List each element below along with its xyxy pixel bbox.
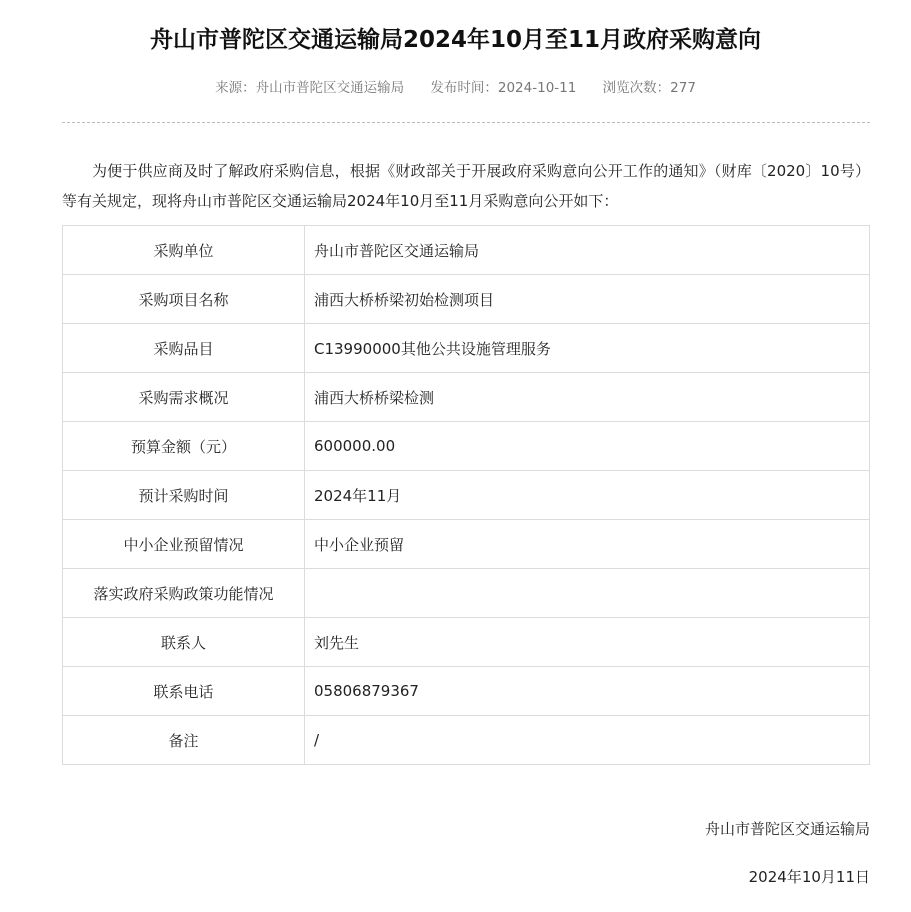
row-value: 舟山市普陀区交通运输局 [305, 226, 870, 275]
signature-organization: 舟山市普陀区交通运输局 [704, 820, 870, 838]
table-row [63, 667, 870, 716]
meta-source: 来源：舟山市普陀区交通运输局 [215, 80, 405, 96]
page-title: 舟山市普陀区交通运输局2024年10月至11月政府采购意向 [149, 27, 762, 53]
row-value: / [305, 716, 870, 765]
row-label: 落实政府采购政策功能情况 [63, 569, 305, 618]
row-value: C13990000其他公共设施管理服务 [305, 324, 870, 373]
row-label: 采购品目 [63, 324, 305, 373]
row-value: 浦西大桥桥梁检测 [305, 373, 870, 422]
row-value [305, 569, 870, 618]
article-meta [0, 77, 911, 99]
table-row [63, 373, 870, 422]
meta-publish-time: 发布时间：2024-10-11 [430, 80, 577, 96]
row-value: 05806879367 [305, 667, 870, 716]
intro-paragraph: 为便于供应商及时了解政府采购信息，根据《财政部关于开展政府采购意向公开工作的通知》（财库〔2020〕10号）等有关规定，现将舟山市普陀区交通运输局2024年10月至11月采购意向公开如下： [62, 162, 870, 210]
signature-date: 2024年10月11日 [748, 868, 870, 886]
row-label: 采购单位 [63, 226, 305, 275]
row-label: 中小企业预留情况 [63, 520, 305, 569]
row-label: 采购需求概况 [63, 373, 305, 422]
table-row [63, 275, 870, 324]
row-label: 备注 [63, 716, 305, 765]
table-row [63, 324, 870, 373]
row-label: 采购项目名称 [63, 275, 305, 324]
row-value: 中小企业预留 [305, 520, 870, 569]
table-row [63, 569, 870, 618]
row-value: 刘先生 [305, 618, 870, 667]
dashed-divider [62, 122, 870, 123]
row-value: 600000.00 [305, 422, 870, 471]
row-label: 联系人 [63, 618, 305, 667]
row-label: 联系电话 [63, 667, 305, 716]
procurement-info-table [62, 225, 870, 765]
row-label: 预算金额（元） [63, 422, 305, 471]
row-label: 预计采购时间 [63, 471, 305, 520]
table-row [63, 520, 870, 569]
meta-views: 浏览次数：277 [602, 80, 696, 96]
row-value: 2024年11月 [305, 471, 870, 520]
row-value: 浦西大桥桥梁初始检测项目 [305, 275, 870, 324]
table-row [63, 716, 870, 765]
table-row [63, 618, 870, 667]
table-row [63, 422, 870, 471]
table-row [63, 471, 870, 520]
table-row [63, 226, 870, 275]
